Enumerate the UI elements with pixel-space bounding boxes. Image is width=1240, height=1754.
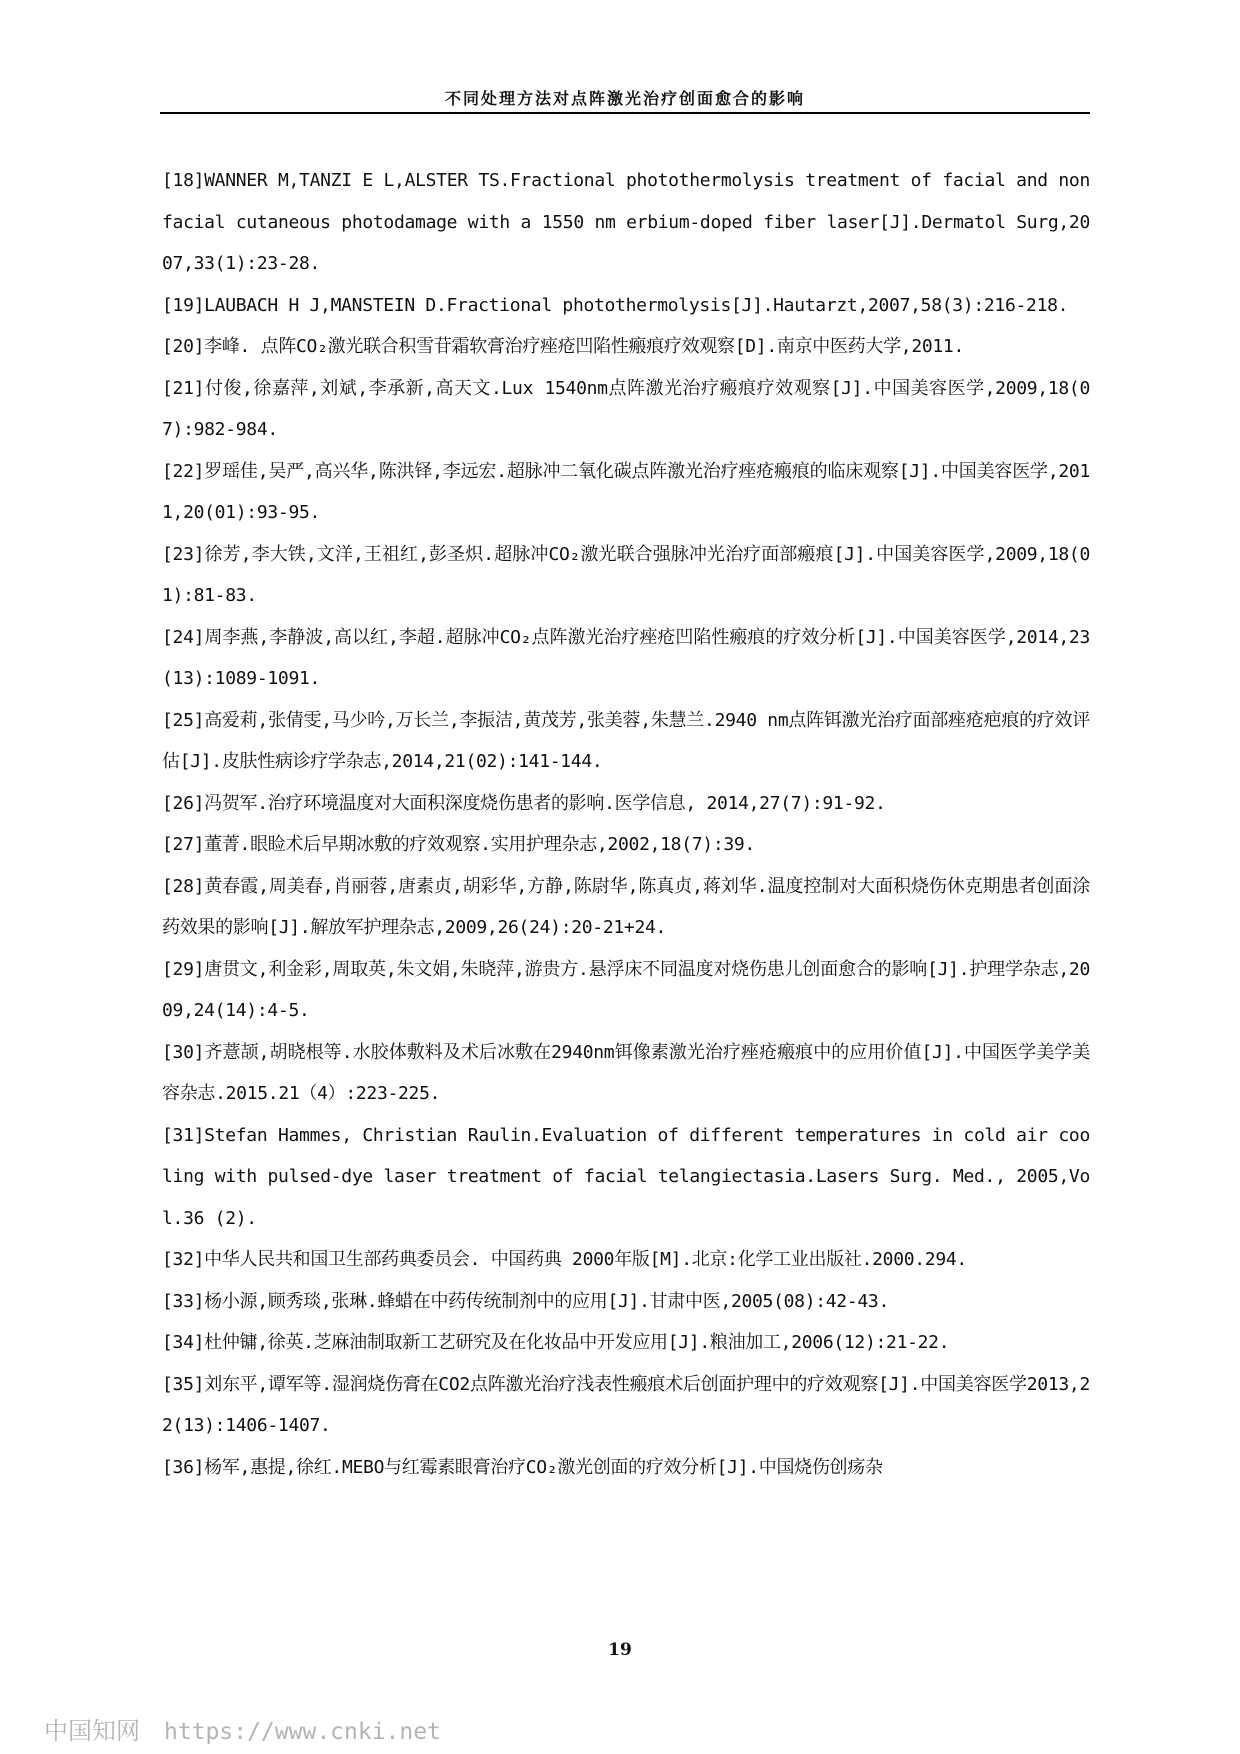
cnki-watermark: [44, 1711, 465, 1746]
reference-item: [22]罗瑶佳,吴严,高兴华,陈洪铎,李远宏.超脉冲二氧化碳点阵激光治疗痤疮瘢痕的临床观察[J].中国美容医学,2011,20(01):93-95.: [162, 460, 1090, 523]
reference-item: [29]唐贯文,利金彩,周取英,朱文娟,朱晓萍,游贵方.悬浮床不同温度对烧伤患儿创面愈合的影响[J].护理学杂志,2009,24(14):4-5.: [162, 958, 1090, 1021]
page-number: 19: [608, 1640, 632, 1660]
reference-item: [25]高爱莉,张倩雯,马少吟,万长兰,李振洁,黄茂芳,张美蓉,朱慧兰.2940 nm点阵铒激光治疗面部痤疮疤痕的疗效评估[J].皮肤性病诊疗学杂志,2014,21(02):141-144.: [162, 709, 1090, 772]
reference-item: [23]徐芳,李大铁,文洋,王祖红,彭圣炽.超脉冲CO₂激光联合强脉冲光治疗面部瘢痕[J].中国美容医学,2009,18(01):81-83.: [162, 543, 1090, 606]
reference-item: [35]刘东平,谭军等.湿润烧伤膏在CO2点阵激光治疗浅表性瘢痕术后创面护理中的疗效观察[J].中国美容医学2013,22(13):1406-1407.: [162, 1373, 1090, 1436]
reference-item: [26]冯贺军.治疗环境温度对大面积深度烧伤患者的影响.医学信息, 2014,27(7):91-92.: [162, 792, 886, 814]
reference-item: [36]杨军,惠提,徐红.MEBO与红霉素眼膏治疗CO₂激光创面的疗效分析[J].中国烧伤创疡杂: [162, 1456, 883, 1478]
reference-item: [21]付俊,徐嘉萍,刘斌,李承新,高天文.Lux 1540nm点阵激光治疗瘢痕疗效观察[J].中国美容医学,2009,18(07):982-984.: [162, 377, 1090, 440]
reference-item: [28]黄春霞,周美春,肖丽蓉,唐素贞,胡彩华,方静,陈尉华,陈真贞,蒋刘华.温度控制对大面积烧伤休克期患者创面涂药效果的影响[J].解放军护理杂志,2009,26(24):20-21+24.: [162, 875, 1090, 938]
running-header: 不同处理方法对点阵激光治疗创面愈合的影响: [444, 89, 805, 108]
reference-item: [27]董菁.眼睑术后早期冰敷的疗效观察.实用护理杂志,2002,18(7):39.: [162, 834, 755, 855]
reference-item: [20]李峰. 点阵CO₂激光联合积雪苷霜软膏治疗痤疮凹陷性瘢痕疗效观察[D].南京中医药大学,2011.: [162, 336, 964, 357]
reference-list: [162, 160, 1090, 1488]
reference-item: [33]杨小源,顾秀琰,张琳.蜂蜡在中药传统制剂中的应用[J].甘肃中医,2005(08):42-43.: [162, 1290, 889, 1312]
reference-item: [30]齐薏颉,胡晓根等.水胶体敷料及术后冰敷在2940nm铒像素激光治疗痤疮瘢痕中的应用价值[J].中国医学美学美容杂志.2015.21（4）:223-225.: [162, 1041, 1090, 1104]
reference-item: [32]中华人民共和国卫生部药典委员会. 中国药典 2000年版[M].北京:化学工业出版社.2000.294.: [162, 1249, 967, 1270]
header-rule: [160, 112, 1090, 114]
reference-item: [34]杜仲镛,徐英.芝麻油制取新工艺研究及在化妆品中开发应用[J].粮油加工,2006(12):21-22.: [162, 1332, 950, 1353]
reference-item: [24]周李燕,李静波,高以红,李超.超脉冲CO₂点阵激光治疗痤疮凹陷性瘢痕的疗效分析[J].中国美容医学,2014,23(13):1089-1091.: [162, 626, 1090, 689]
watermark-url[interactable]: https://www.cnki.net: [164, 1719, 441, 1745]
reference-item: [18]WANNER M,TANZI E L,ALSTER TS.Fractional photothermolysis treatment of facial and nonfacial cutaneous photodamage with a 1550 nm erbium-doped fiber laser[J].Dermatol Surg,2007,33(1):23-28.: [162, 170, 1090, 274]
reference-item: [31]Stefan Hammes, Christian Raulin.Evaluation of different temperatures in cold air cooling with pulsed‐dye laser treatment of facial telangiectasia.Lasers Surg. Med., 2005,Vol.36 (2).: [162, 1124, 1090, 1229]
reference-item: [19]LAUBACH H J,MANSTEIN D.Fractional photothermolysis[J].Hautarzt,2007,58(3):216-218.: [162, 294, 1069, 316]
watermark-brand: 中国知网: [44, 1717, 140, 1745]
